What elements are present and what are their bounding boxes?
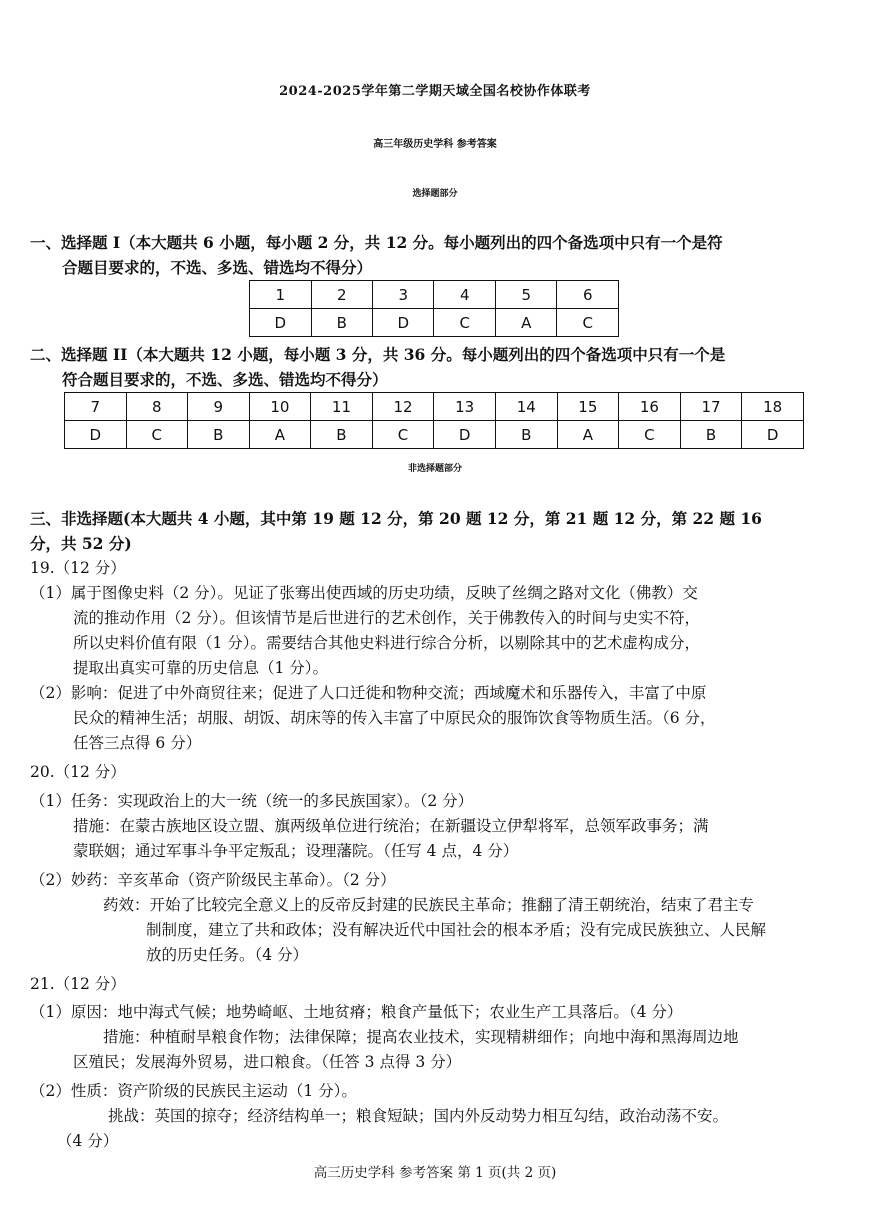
table-cell: C — [619, 421, 681, 449]
table-cell: 18 — [742, 393, 804, 421]
q19-line: 民众的精神生活；胡服、胡饭、胡床等的传入丰富了中原民众的服饰饮食等物质生活。（6 分， — [73, 709, 716, 727]
q21-line: 挑战：英国的掠夺；经济结构单一；粮食短缺；国内外反动势力相互勾结，政治动荡不安。 — [108, 1107, 729, 1125]
section3-heading-line1: 三、非选择题(本大题共 4 小题，其中第 19 题 12 分，第 20 题 12 分，第 21 题 12 分，第 22 题 16 — [30, 509, 762, 528]
q20-line: 放的历史任务。（4 分） — [146, 946, 309, 964]
answer-table-2 — [64, 392, 804, 449]
part1-title: 选择题部分 — [412, 189, 458, 199]
table-cell: C — [434, 309, 495, 337]
table-cell: A — [249, 421, 311, 449]
page-footer: 高三历史学科 参考答案 第 1 页(共 2 页) — [313, 1165, 557, 1181]
exam-title: 2024-2025学年第二学期天域全国名校协作体联考 — [279, 84, 591, 99]
table-cell: C — [372, 421, 434, 449]
q21-line: （2）性质：资产阶级的民族民主运动（1 分）。 — [30, 1082, 357, 1100]
q20-line: （1）任务：实现政治上的大一统（统一的多民族国家）。（2 分） — [30, 792, 474, 810]
table-cell: D — [372, 309, 434, 337]
exam-subtitle: 高三年级历史学科 参考答案 — [373, 139, 497, 150]
q21-line: （4 分） — [57, 1132, 119, 1150]
q19-line: （1）属于图像史料（2 分）。见证了张骞出使西域的历史功绩，反映了丝绸之路对文化（佛教）交 — [30, 584, 698, 602]
table-cell: A — [495, 309, 556, 337]
q20-line: 措施：在蒙古族地区设立盟、旗两级单位进行统治；在新疆设立伊犁将军，总领军政事务；满 — [73, 817, 709, 835]
table-cell: A — [557, 421, 619, 449]
table-row-numbers — [250, 281, 619, 309]
table-row-answers — [250, 309, 619, 337]
section1-heading-line1: 一、选择题 I（本大题共 6 小题，每小题 2 分，共 12 分。每小题列出的四个备选项中只有一个是符 — [30, 233, 723, 252]
table-cell: 9 — [188, 393, 250, 421]
q20-heading: 20.（12 分） — [30, 763, 126, 781]
table-cell: D — [250, 309, 312, 337]
answer-table-1 — [249, 280, 619, 337]
q19-line: 任答三点得 6 分） — [73, 734, 202, 752]
q20-line: （2）妙药：辛亥革命（资产阶级民主革命）。（2 分） — [30, 871, 396, 889]
table-cell: D — [65, 421, 127, 449]
q20-line: 制制度，建立了共和政体；没有解决近代中国社会的根本矛盾；没有完成民族独立、人民解 — [146, 921, 767, 939]
section1-heading-line2: 合题目要求的，不选、多选、错选均不得分） — [62, 258, 373, 277]
table-cell: 5 — [495, 281, 556, 309]
q21-line: 措施：种植耐旱粮食作物；法律保障；提高农业技术，实现精耕细作；向地中海和黑海周边地 — [103, 1028, 739, 1046]
table-cell: 7 — [65, 393, 127, 421]
table-cell: 13 — [434, 393, 496, 421]
table-cell: B — [311, 421, 373, 449]
q21-line: 区殖民；发展海外贸易，进口粮食。（任答 3 点得 3 分） — [73, 1053, 462, 1071]
table-cell: 12 — [372, 393, 434, 421]
table-cell: D — [434, 421, 496, 449]
q19-line: 流的推动作用（2 分）。但该情节是后世进行的艺术创作，关于佛教传入的时间与史实不符， — [73, 609, 701, 627]
table-cell: 11 — [311, 393, 373, 421]
q21-heading: 21.（12 分） — [30, 975, 126, 993]
q20-line: 蒙联姻；通过军事斗争平定叛乱；设理藩院。（任写 4 点，4 分） — [73, 842, 519, 860]
table-cell: 1 — [250, 281, 312, 309]
table-row-answers — [65, 421, 804, 449]
table-cell: 8 — [126, 393, 188, 421]
section3-heading-line2: 分，共 52 分) — [30, 534, 132, 553]
table-cell: 14 — [495, 393, 557, 421]
table-cell: D — [742, 421, 804, 449]
table-cell: B — [680, 421, 742, 449]
q20-line: 药效：开始了比较完全意义上的反帝反封建的民族民主革命；推翻了清王朝统治，结束了君主专 — [103, 896, 755, 914]
table-cell: 3 — [372, 281, 434, 309]
table-cell: C — [557, 309, 619, 337]
section2-heading-line2: 符合题目要求的，不选、多选、错选均不得分） — [62, 370, 388, 389]
table-cell: B — [188, 421, 250, 449]
q19-heading: 19.（12 分） — [30, 559, 126, 577]
table-cell: B — [495, 421, 557, 449]
table-cell: 17 — [680, 393, 742, 421]
q21-line: （1）原因：地中海式气候；地势崎岖、土地贫瘠；粮食产量低下；农业生产工具落后。（4 分） — [30, 1003, 683, 1021]
q19-line: 所以史料价值有限（1 分）。需要结合其他史料进行综合分析，以剔除其中的艺术虚构成分， — [73, 634, 701, 652]
table-cell: C — [126, 421, 188, 449]
part2-title: 非选择题部分 — [407, 464, 462, 474]
table-cell: 16 — [619, 393, 681, 421]
table-cell: 2 — [311, 281, 372, 309]
q19-line: 提取出真实可靠的历史信息（1 分）。 — [73, 659, 329, 677]
table-cell: 15 — [557, 393, 619, 421]
section2-heading-line1: 二、选择题 II（本大题共 12 小题，每小题 3 分，共 36 分。每小题列出的四个备选项中只有一个是 — [30, 345, 726, 364]
q19-line: （2）影响：促进了中外商贸往来；促进了人口迁徙和物种交流；西域魔术和乐器传入，丰富了中原 — [30, 684, 707, 702]
table-row-numbers — [65, 393, 804, 421]
table-cell: 10 — [249, 393, 311, 421]
table-cell: B — [311, 309, 372, 337]
table-cell: 4 — [434, 281, 495, 309]
table-cell: 6 — [557, 281, 619, 309]
